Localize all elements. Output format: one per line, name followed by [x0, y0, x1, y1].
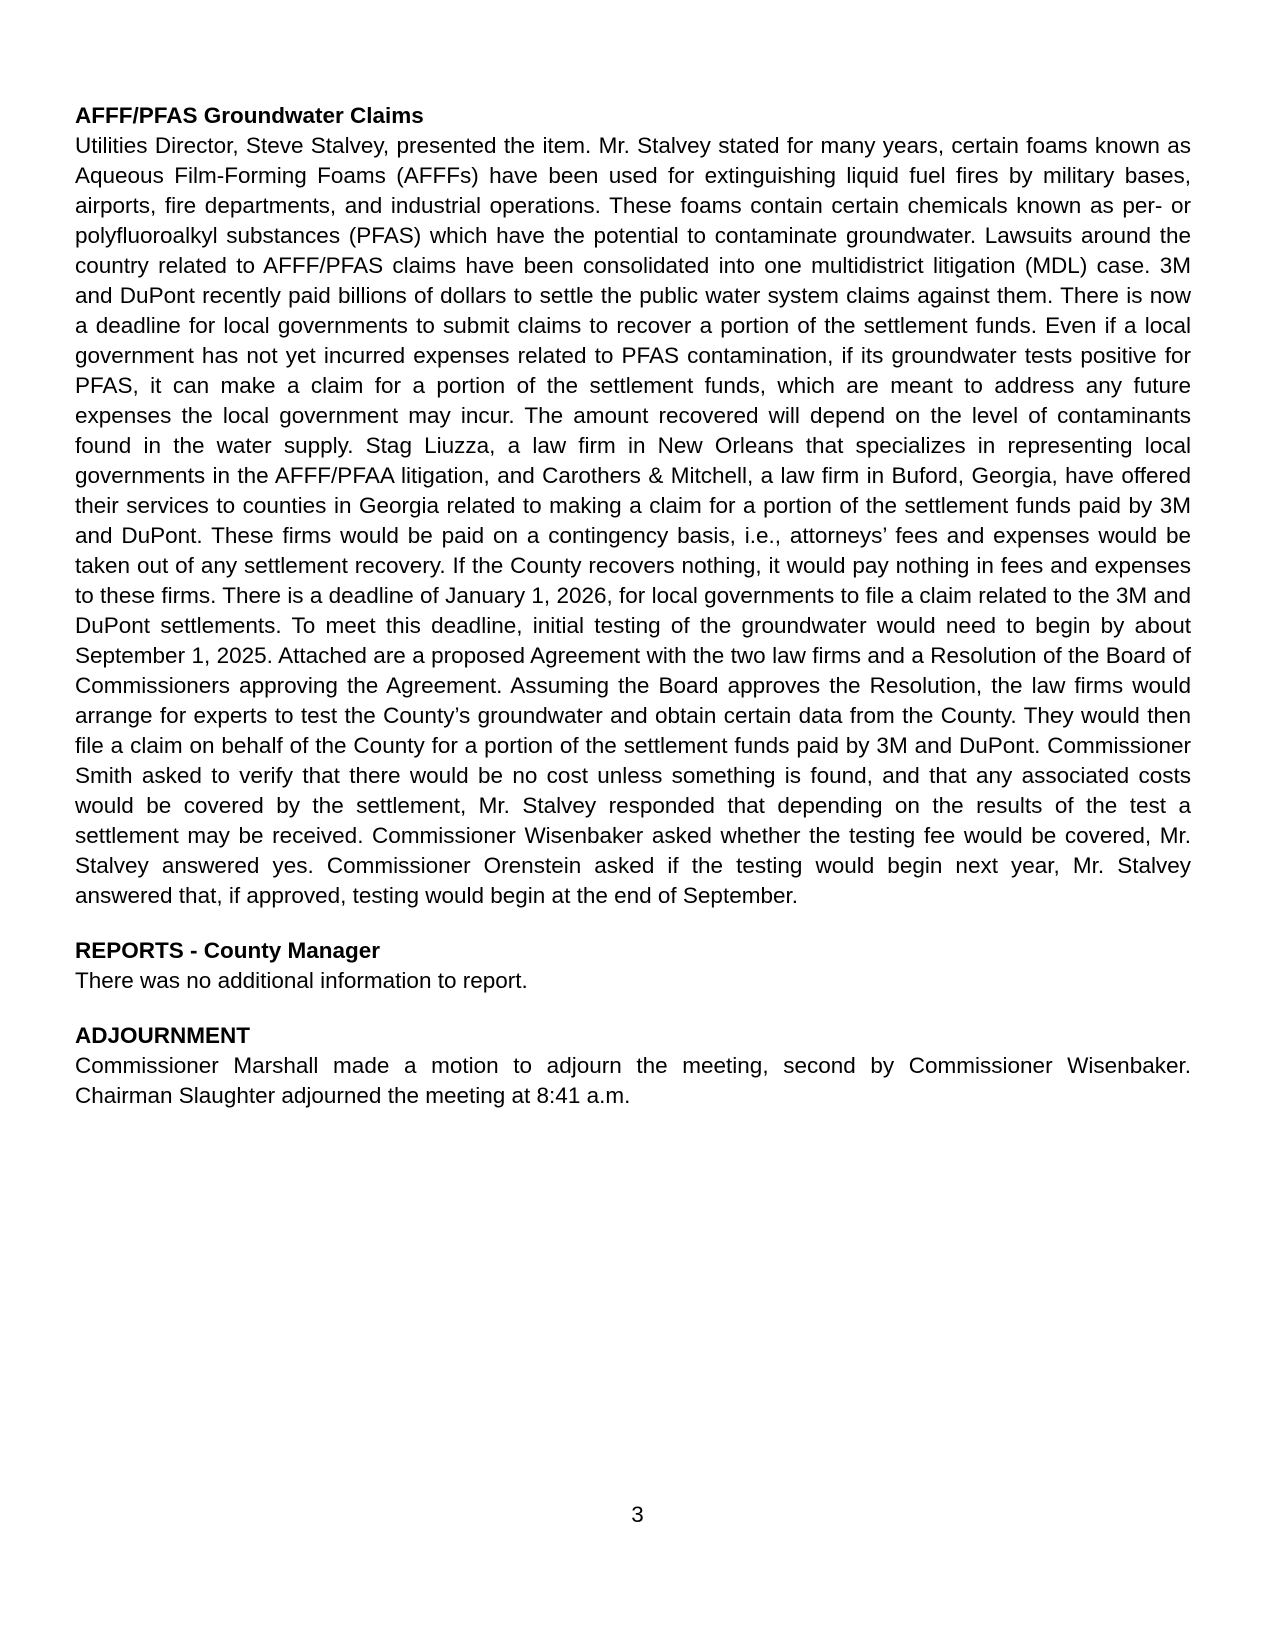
section-adjournment — [75, 1021, 1191, 1111]
section-reports-county-manager — [75, 936, 1191, 996]
page-number: 3 — [631, 1502, 644, 1527]
section-paragraph: Utilities Director, Steve Stalvey, presented the item. Mr. Stalvey stated for many years, certain foams known as Aqueous Film-Forming Foams (AFFFs) have been used for extinguishing liquid fuel fires by military bases, airports, fire departments, and industrial operations. These foams contain certain chemicals known as per- or polyfluoroalkyl substances (PFAS) which have the potential to contaminate groundwater. Lawsuits around the country related to AFFF/PFAS claims have been consolidated into one multidistrict litigation (MDL) case. 3M and DuPont recently paid billions of dollars to settle the public water system claims against them. There is now a deadline for local governments to submit claims to recover a portion of the settlement funds. Even if a local government has not yet incurred expenses related to PFAS contamination, if its groundwater tests positive for PFAS, it can make a claim for a portion of the settlement funds, which are meant to address any future expenses the local government may incur. The amount recovered will depend on the level of contaminants found in the water supply. Stag Liuzza, a law firm in New Orleans that specializes in representing local governments in the AFFF/PFAA litigation, and Carothers & Mitchell, a law firm in Buford, Georgia, have offered their services to counties in Georgia related to making a claim for a portion of the settlement funds paid by 3M and DuPont. These firms would be paid on a contingency basis, i.e., attorneys’ fees and expenses would be taken out of any settlement recovery. If the County recovers nothing, it would pay nothing in fees and expenses to these firms. There is a deadline of January 1, 2026, for local governments to file a claim related to the 3M and DuPont settlements. To meet this deadline, initial testing of the groundwater would need to begin by about September 1, 2025. Attached are a proposed Agreement with the two law firms and a Resolution of the Board of Commissioners approving the Agreement. Assuming the Board approves the Resolution, the law firms would arrange for experts to test the County’s groundwater and obtain certain data from the County. They would then file a claim on behalf of the County for a portion of the settlement funds paid by 3M and DuPont. Commissioner Smith asked to verify that there would be no cost unless something is found, and that any associated costs would be covered by the settlement, Mr. Stalvey responded that depending on the results of the test a settlement may be received. Commissioner Wisenbaker asked whether the testing fee would be covered, Mr. Stalvey answered yes. Commissioner Orenstein asked if the testing would begin next year, Mr. Stalvey answered that, if approved, testing would begin at the end of September. — [75, 133, 1191, 908]
section-paragraph: Commissioner Marshall made a motion to adjourn the meeting, second by Commissioner Wisenbaker. Chairman Slaughter adjourned the meeting at 8:41 a.m. — [75, 1053, 1191, 1108]
page-footer — [0, 1500, 1275, 1530]
section-heading: ADJOURNMENT — [75, 1023, 251, 1048]
section-paragraph: There was no additional information to report. — [75, 968, 528, 993]
page-content — [75, 101, 1191, 1136]
section-heading: REPORTS - County Manager — [75, 938, 381, 963]
section-afff-pfas-groundwater-claims — [75, 101, 1191, 911]
section-heading: AFFF/PFAS Groundwater Claims — [75, 103, 424, 128]
